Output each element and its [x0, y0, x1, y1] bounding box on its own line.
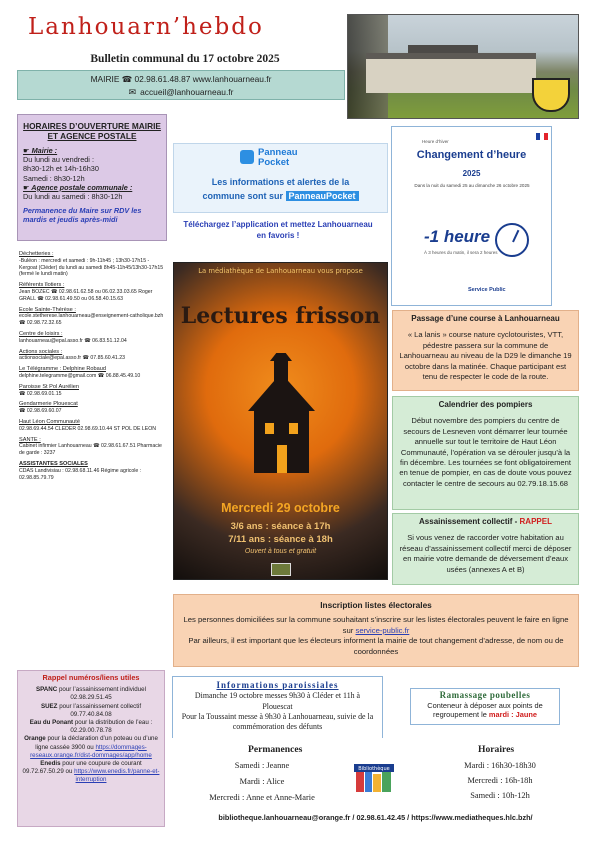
agence-hours: Du lundi au samedi : 8h30-12h [23, 192, 123, 202]
haunted-house-icon [234, 353, 329, 473]
paroisse-contact-text: ☎ 02.98.69.01.15 [19, 390, 62, 397]
loisirs-text[interactable]: lanhouarneau@epal.asso.fr ☎ 06.83.51.12.04 [19, 337, 127, 344]
horaires-title: HORAIRES D’OUVERTURE MAIRIE ET AGENCE POSTALE [23, 121, 161, 141]
listes-text-1-body: Les personnes domiciliées sur la commune souhaitant s’inscrire sur les listes électorales peuvent le faire en ligne sur [183, 615, 569, 635]
poster-session-1: 3/6 ans : séance à 17h [230, 521, 331, 532]
ramassage-poubelles-box [410, 688, 560, 725]
agence-label: ☛ Agence postale communale : [23, 182, 133, 192]
paroisse-line-2: Pour la Toussaint messe à 9h30 à Lanhouarneau, suivie de la commémoration des défunts [181, 711, 374, 732]
course-box [392, 310, 579, 391]
mairie-contact-email[interactable]: accueil@lanhouarneau.fr [140, 87, 234, 97]
paroisse-title: Informations paroissiales [216, 680, 339, 690]
eau-item [22, 719, 160, 735]
panneau-pocket-download: Téléchargez l’application et mettez Lanhouarneau en favoris ! [183, 220, 373, 240]
listes-text-2: Par ailleurs, il est important que les électeurs informent la mairie de tout changement d’adresse, de nom ou de coordonnées [188, 636, 564, 656]
commune-crest-logo [532, 78, 570, 112]
dechetteries-title: Déchetteries : [19, 251, 54, 257]
sante-title: SANTE : [19, 436, 41, 443]
suez-name: SUEZ [40, 702, 58, 710]
eau-name: Eau du Ponant [29, 719, 74, 727]
changement-heure-poster [391, 126, 552, 306]
dechetteries-text: -Buléon : mercredi et samedi : 9h-11h45 ; 13h30-17h15 -Kergoat (Cléder) du lundi au samedi 8h45-11h45/13h30-17h15 (fermé le lundi matin) [19, 257, 164, 278]
mairie-contact-banner [17, 70, 345, 100]
paroisse-contact-title: Paroisse St Pol Aurélien [19, 383, 80, 390]
permanence-maire: Permanence du Maire sur RDV les mardis et jeudis après-midi [23, 206, 142, 225]
ramassage-day: mardi : Jaune [488, 710, 537, 720]
french-flag-icon [536, 133, 548, 140]
rappel-tag: RAPPEL [519, 517, 552, 526]
hlc-text: 02.98.69.44.54 CLEDER 02.98.69.10.44 ST POL DE LEON [19, 425, 156, 432]
course-text: « La lanis » course nature cyclotouristes, VTT, pédestre passera sur la commune de Lanhouarneau au niveau de la D29 le dimanche 19 octobre dans la matinée. Chaque participant est tenu de respecter le code de la route. [399, 330, 572, 382]
assistantes-text: CDAS Landivisiau : 02.98.68.11.46 Régime agricole : 02.98.85.79.79 [19, 467, 142, 481]
spanc-item [22, 686, 160, 702]
listes-title: Inscription listes électorales [320, 600, 432, 610]
changement-heure-year: 2025 [462, 169, 481, 178]
changement-heure-title: Changement d’heure [416, 149, 527, 161]
newsletter-title: Lanhouarn’hebdo [28, 14, 264, 40]
panneau-pocket-name-1: Panneau [258, 147, 298, 158]
panneau-pocket-line-1: Les informations et alertes de la [211, 177, 350, 187]
panneau-pocket-line-2-text: commune sont sur [202, 191, 283, 201]
ramassage-title: Ramassage poubelles [439, 690, 531, 700]
horaires-biblio-list [435, 758, 565, 803]
assainissement-text: Si vous venez de raccorder votre habitation au réseau d’assainissement collectif merci de déposer en mairie votre demande de déversement d’eaux usées (annexes A et B) [399, 533, 572, 574]
mairie-contact-phone-web[interactable]: MAIRIE ☎ 02.98.61.48.87 www.lanhouarneau.fr [90, 74, 272, 84]
spanc-name: SPANC [36, 686, 58, 694]
panneau-pocket-banner[interactable] [173, 143, 388, 213]
hlc-title: Haut Léon Communauté [19, 418, 80, 425]
ramassage-text-body: Conteneur à déposer aux points de regroupement le [427, 701, 543, 720]
horaires-box [17, 114, 167, 241]
listes-text-1 [182, 615, 570, 636]
orange-item [22, 735, 160, 760]
mairie-hours-1: Du lundi au vendredi : [23, 155, 94, 165]
mairie-hours-2: 8h30-12h et 14h-16h30 [23, 164, 99, 174]
sante-text: Cabinet infirmier Lanhouarneau ☎ 02.98.61.67.51 Pharmacie de garde : 3237 [19, 443, 162, 457]
permanence-mercredi: Mercredi : Anne et Anne-Marie [209, 793, 315, 802]
poster-date: Mercredi 29 octobre [221, 501, 340, 515]
panneau-pocket-logo-text [258, 148, 298, 168]
poster-title: Lectures frisson [180, 303, 381, 329]
referents-title: Référents îlotiers : [19, 282, 65, 289]
mairie-building-shape [366, 53, 536, 93]
bell-icon [240, 150, 254, 164]
permanence-mardi: Mardi : Alice [239, 777, 285, 786]
panneau-pocket-line-2 [178, 191, 383, 201]
pompiers-box [392, 396, 579, 510]
books-icon-label: Bibliothèque [358, 766, 390, 772]
permanences-title: Permanences [248, 744, 303, 755]
gendarmerie-text: ☎ 02.98.69.60.07 [19, 408, 62, 415]
eau-text: pour la distribution de l’eau : 02.29.00.78.78 [70, 719, 153, 735]
infos-column [17, 243, 167, 654]
referents-text: Jean BOZEC ☎ 02.98.61.62.58 ou 06.02.33.03.65 Roger GRALL ☎ 02.98.61.49.50 ou 06.58.40.15.63 [19, 288, 153, 302]
pompiers-title: Calendrier des pompiers [438, 400, 533, 409]
ramassage-text [415, 701, 555, 719]
rappel-numeros-box [17, 670, 165, 827]
gendarmerie-title: Gendarmerie Plouescat [19, 401, 78, 408]
mairie-hours-3: Samedi : 8h30-12h [23, 173, 85, 183]
books-icon [352, 762, 396, 794]
lectures-frisson-poster [173, 262, 388, 580]
bibliotheque-box [172, 738, 579, 827]
permanence-samedi: Samedi : Jeanne [234, 761, 290, 770]
mairie-label: ☛ Mairie : [23, 146, 58, 155]
rappel-title: Rappel numéros/liens utiles [42, 673, 140, 682]
enedis-text: pour une coupure de courant 09.72.67.50.29 ou [22, 760, 142, 776]
suez-text: pour l’assainissement collectif 09.77.40.84.08 [59, 702, 142, 718]
enedis-item [22, 760, 160, 785]
panneau-pocket-name-2: Pocket [258, 157, 290, 168]
assainissement-title-text: Assainissement collectif - [419, 517, 518, 526]
orange-link[interactable]: https://dommages-reseaux.orange.fr/dist-dommages/app/home [30, 743, 152, 759]
sociales-title: Actions sociales : [19, 348, 63, 355]
changement-heure-date: Dans la nuit du samedi 25 au dimanche 26 octobre 2025 [414, 183, 530, 188]
assainissement-title [399, 517, 572, 527]
loisirs-title: Centre de loisirs : [19, 330, 63, 337]
bibliotheque-contact[interactable]: bibliotheque.lanhouarneau@orange.fr / 02.98.61.42.45 / https://www.mediatheques.hlc.bzh/ [218, 813, 533, 822]
suez-item [22, 703, 160, 719]
orange-name: Orange [24, 735, 46, 743]
sociales-text[interactable]: actionsociale@epal.asso.fr ☎ 07.85.60.41.23 [19, 355, 126, 362]
telegramme-title: Le Télégramme : Delphine Robaud [19, 366, 106, 373]
heure-hiver-label: Heure d’hiver [422, 139, 449, 144]
permanences-list [182, 758, 342, 806]
poster-session-2: 7/11 ans : séance à 18h [228, 534, 333, 545]
orange-text: pour la déclaration d’un poteau ou d’une ligne cassée 3900 ou [35, 735, 158, 751]
poster-open-to-all: Ouvert à tous et gratuit [244, 548, 317, 555]
assainissement-box [392, 513, 579, 585]
newsletter-subtitle: Bulletin communal du 17 octobre 2025 [90, 53, 280, 65]
changement-heure-detail: À 3 heures du matin, il sera 2 heures [424, 250, 498, 255]
enedis-link[interactable]: https://www.enedis.fr/panne-et-interruption [74, 768, 160, 784]
service-public-logo: Service Public [468, 287, 506, 293]
ecole-title: Ecole Sainte-Thérèse : [19, 306, 76, 313]
moins-une-heure: -1 heure [424, 227, 491, 246]
clock-icon [495, 223, 529, 257]
panneau-pocket-tag: PanneauPocket [286, 191, 359, 201]
paroisse-line-1: Dimanche 19 octobre messes 9h30 à Cléder et 11h à Plouescat [194, 691, 361, 711]
mediatheque-logo [271, 563, 291, 576]
poster-intro: La médiathèque de Lanhouarneau vous propose [198, 267, 363, 275]
horaire-mercredi: Mercredi : 16h-18h [467, 776, 533, 785]
envelope-icon: ✉ [128, 87, 137, 97]
mairie-photo [347, 14, 579, 119]
telegramme-text[interactable]: delphine.telegramme@gmail.com ☎ 06.88.45.49.10 [19, 372, 141, 379]
spanc-text: pour l’assainissement individuel 02.98.29.51.45 [58, 686, 146, 702]
horaire-samedi: Samedi : 10h-12h [470, 791, 530, 800]
assistantes-title: ASSISTANTES SOCIALES [19, 460, 88, 467]
course-title: Passage d’une course à Lanhouarneau [411, 314, 560, 323]
ecole-text[interactable]: ecole.stetherese.lanhouarneau@enseignement-catholique.bzh ☎ 02.98.72.32.65 [19, 313, 164, 327]
pompiers-text: Début novembre des pompiers du centre de secours de Lesneven vont démarrer leur tournée annuelle sur tout le territoire de Haut Léon Communauté, l’opération va se dérouler jusqu’à la fin décembre. Les tournées se font obligatoirement en tenue de pompier, en cas de doute vous pouvez contacter le centre de secours au 02.79.18.15.68 [399, 416, 572, 488]
horaire-mardi: Mardi : 16h30-18h30 [464, 761, 536, 770]
horaires-biblio-title: Horaires [478, 744, 515, 755]
enedis-name: Enedis [40, 760, 61, 768]
listes-electorales-box [173, 594, 579, 667]
service-public-link[interactable]: service-public.fr [355, 625, 410, 635]
